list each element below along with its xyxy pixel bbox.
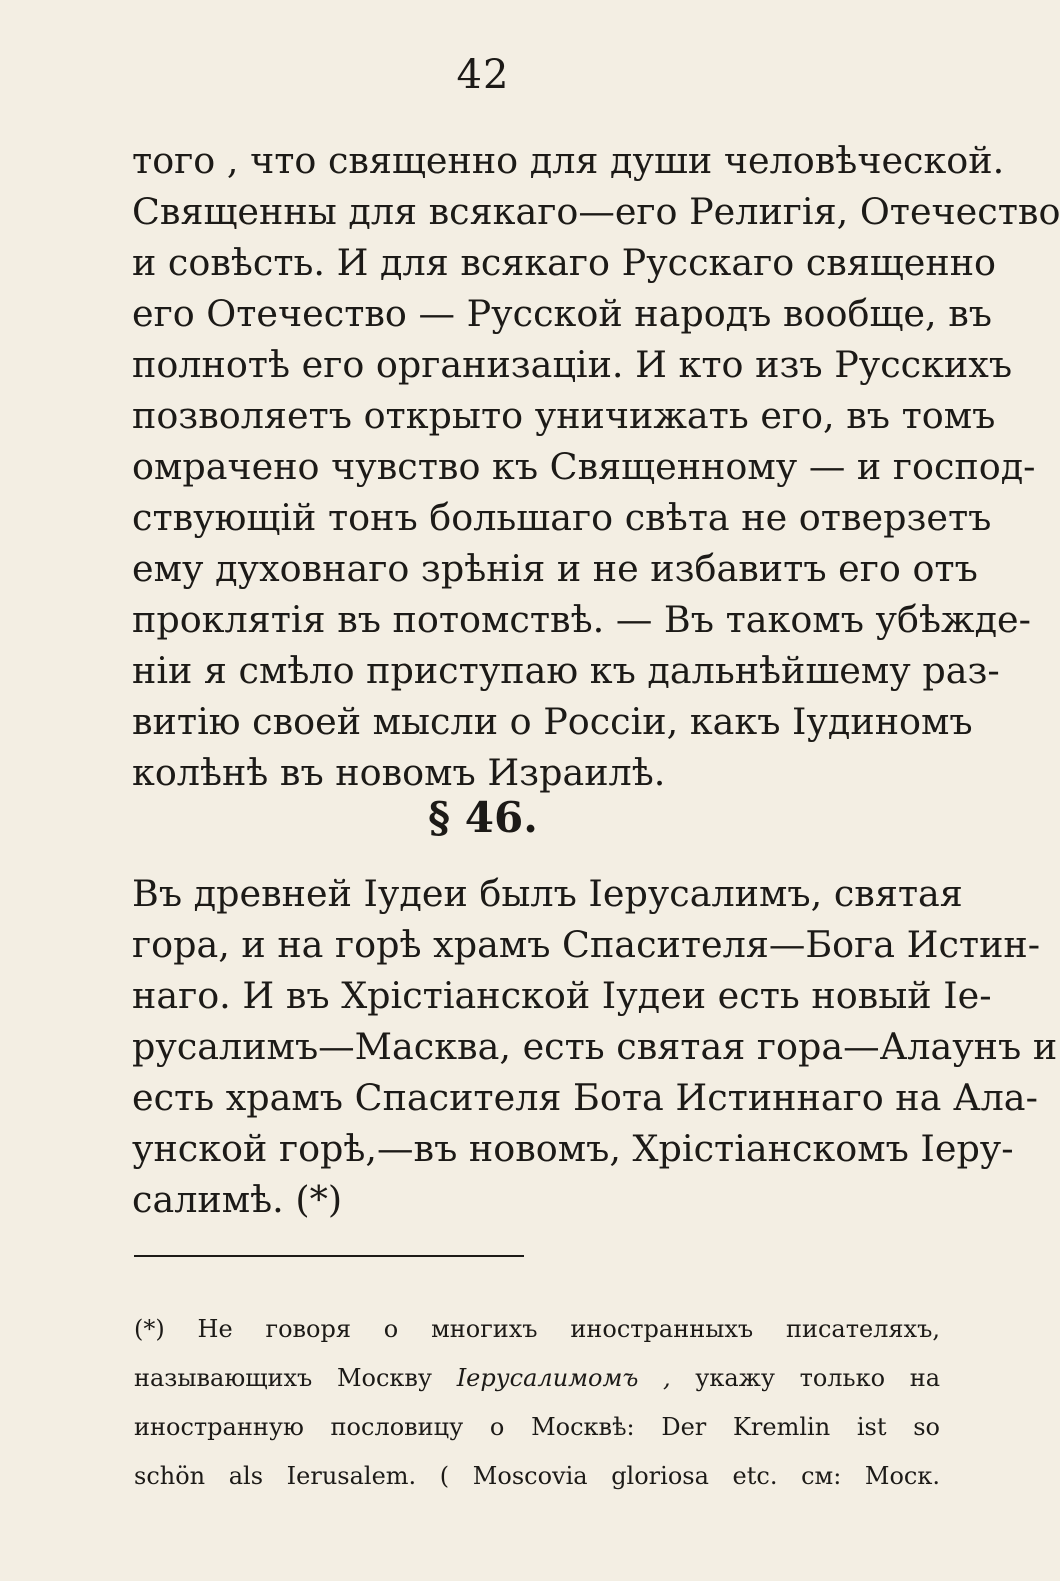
text-line: унской горѣ,—въ новомъ, Хрістіанскомъ Іеру- bbox=[132, 1127, 1014, 1170]
text-line: полнотѣ его организаціи. И кто изъ Русскихъ bbox=[132, 343, 1013, 386]
text-line: наго. И въ Хрістіанской Іудеи есть новый Іе- bbox=[132, 974, 992, 1017]
footnote bbox=[134, 1305, 940, 1501]
text-line: омрачено чувство къ Священному — и господ- bbox=[132, 445, 1036, 488]
text-line: ствующій тонъ большаго свѣта не отверзетъ bbox=[132, 496, 992, 539]
text-line: того , что священно для души человѣческой. bbox=[132, 139, 1005, 182]
page-number: 42 bbox=[456, 52, 510, 98]
text-line: Священны для всякаго—его Религія, Отечество bbox=[132, 190, 1060, 233]
footnote-line: (*) Не говоря о многихъ иностранныхъ писателяхъ, bbox=[134, 1315, 940, 1343]
text-line: есть храмъ Спасителя Бота Истиннаго на Ала- bbox=[132, 1076, 1038, 1119]
text-line: гора, и на горѣ храмъ Спасителя—Бога Истин- bbox=[132, 923, 1041, 966]
paragraph-2 bbox=[132, 868, 1058, 1225]
footnote-line: schön als Ierusalem. ( Moscovia gloriosa etc. см: Моск. bbox=[134, 1462, 940, 1490]
footnote-divider bbox=[134, 1255, 524, 1257]
footnote-italic-word: Іерусалимомъ , bbox=[456, 1364, 671, 1392]
text-line: русалимъ—Масква, есть святая гора—Алаунъ и bbox=[132, 1025, 1058, 1068]
text-line: витію своей мысли о Россіи, какъ Іудиномъ bbox=[132, 700, 973, 743]
text-line: колѣнѣ въ новомъ Израилѣ. bbox=[132, 751, 666, 794]
footnote-text: называющихъ Москву bbox=[134, 1364, 457, 1392]
text-line: позволяетъ открыто уничижать его, въ томъ bbox=[132, 394, 996, 437]
text-line: салимѣ. (*) bbox=[132, 1178, 343, 1221]
text-line: ему духовнаго зрѣнія и не избавитъ его отъ bbox=[132, 547, 978, 590]
footnote-line bbox=[134, 1354, 940, 1403]
footnote-line: иностранную пословицу о Москвѣ: Der Kremlin ist so bbox=[134, 1413, 940, 1441]
text-line: и совѣсть. И для всякаго Русскаго священно bbox=[132, 241, 997, 284]
footnote-text: укажу только на bbox=[670, 1364, 940, 1392]
text-line: проклятія въ потомствѣ. — Въ такомъ убѣжде- bbox=[132, 598, 1031, 641]
text-line: Въ древней Іудеи былъ Іерусалимъ, святая bbox=[132, 872, 963, 915]
text-line: ніи я смѣло приступаю къ дальнѣйшему раз- bbox=[132, 649, 1000, 692]
paragraph-1 bbox=[132, 135, 1060, 798]
text-line: его Отечество — Русской народъ вообще, въ bbox=[132, 292, 992, 335]
section-heading: § 46. bbox=[428, 793, 538, 842]
